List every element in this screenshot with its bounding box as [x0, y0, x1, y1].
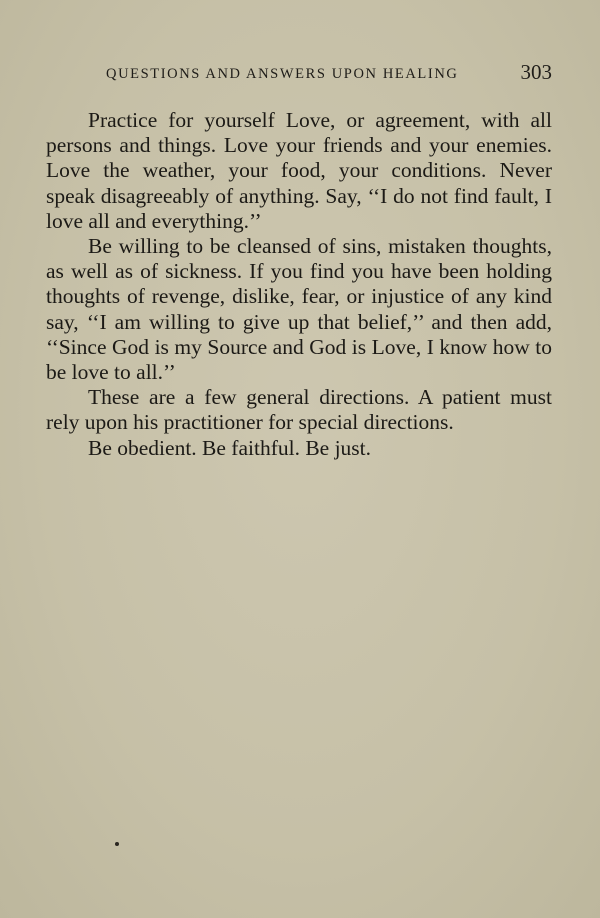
running-head [100, 60, 552, 86]
paragraph-be-obedient: Be obedient. Be faithful. Be just. [88, 435, 372, 460]
paragraph-practice-love: Practice for yourself Love, or agreement, with all persons and things. Love your friends and your enemies. Love the weather, your food, your conditions. Never speak disagreeably of anything. Say, ‘‘I do not find fault, I love all and everything.’’ [46, 108, 552, 233]
paragraph-general-directions: These are a few general directions. A patient must rely upon his practitioner for special directions. [46, 385, 552, 435]
page-number: 303 [520, 60, 552, 84]
ink-speck [115, 842, 119, 846]
running-title: QUESTIONS AND ANSWERS UPON HEALING [106, 66, 459, 82]
body-text [46, 108, 552, 461]
paragraph-be-willing: Be willing to be cleansed of sins, mistaken thoughts, as well as of sickness. If you find you have been holding thoughts of revenge, dislike, fear, or injustice of any kind say, ‘‘I am willing to give up that belief,’’ and then add, ‘‘Since God is my Source and God is Love, I know how to be love to all.’’ [46, 234, 552, 385]
